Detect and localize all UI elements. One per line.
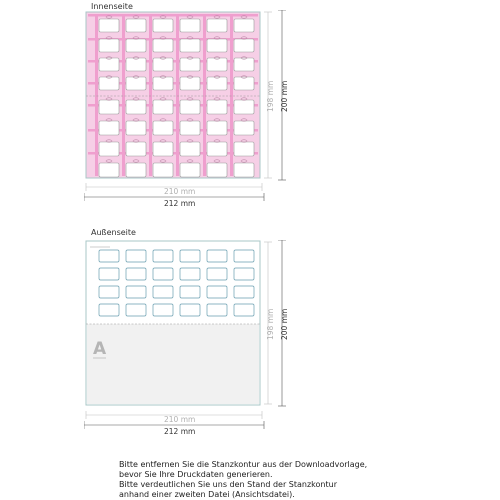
note-line: bevor Sie Ihre Druckdaten generieren. [119,470,273,479]
outer-heading: Außenseite [91,228,136,237]
inner-cell [180,121,200,135]
inner-cell [180,58,200,71]
inner-cell [126,58,146,71]
inner-cell [207,163,227,177]
inner-width-outer-label: 212 mm [164,199,196,208]
outer-cell [153,250,173,262]
inner-cell [153,163,173,177]
inner-height-inner-label: 198 mm [266,80,275,112]
outer-cell [153,268,173,280]
inner-cell [126,19,146,32]
inner-cell [234,142,254,156]
outer-cell [126,304,146,316]
outer-cell [234,268,254,280]
outer-cell [126,286,146,298]
inner-layout-diagram [80,8,280,180]
inner-cell [207,39,227,52]
inner-cell [207,58,227,71]
inner-cell [207,121,227,135]
inner-cell [234,163,254,177]
outer-cell [180,268,200,280]
stripe [88,14,258,17]
outer-cell [234,286,254,298]
outer-cell [153,304,173,316]
inner-cell [234,19,254,32]
inner-cell [126,100,146,114]
inner-cell [207,142,227,156]
outer-cell [99,268,119,280]
inner-cell [234,100,254,114]
outer-width-outer-label: 212 mm [164,427,196,436]
inner-cell [126,163,146,177]
inner-cell [234,77,254,90]
inner-heading: Innenseite [91,2,133,11]
outer-lower-panel [87,324,259,404]
inner-cell [153,19,173,32]
outer-cell [99,250,119,262]
outer-cell [180,304,200,316]
note-line: Bitte verdeutlichen Sie uns den Stand der Stanzkontur [119,480,337,489]
inner-height-outer-label: 200 mm [280,80,289,112]
outer-cell [234,304,254,316]
inner-cell [99,19,119,32]
outer-height-outer-label: 200 mm [280,308,289,340]
inner-cell [207,77,227,90]
inner-cell [153,142,173,156]
outer-logo-letter: A [93,339,107,359]
outer-cell [234,250,254,262]
outer-cell [207,250,227,262]
inner-cell [180,163,200,177]
inner-cell [99,77,119,90]
outer-cell [207,286,227,298]
outer-cell [126,268,146,280]
outer-cell [207,268,227,280]
outer-cell [126,250,146,262]
outer-cell [153,286,173,298]
inner-cell [99,121,119,135]
outer-cell [99,286,119,298]
outer-layout-diagram [80,236,280,408]
inner-cell [234,58,254,71]
note-line: Bitte entfernen Sie die Stanzkontur aus der Downloadvorlage, [119,460,368,469]
inner-cell [234,121,254,135]
inner-cell [99,100,119,114]
outer-cell [180,286,200,298]
outer-cell [180,250,200,262]
inner-cell [180,39,200,52]
inner-cell [180,19,200,32]
inner-cell [153,77,173,90]
outer-width-inner-label: 210 mm [164,415,196,424]
outer-cell [207,304,227,316]
inner-cell [180,100,200,114]
inner-cell [234,39,254,52]
outer-cell [99,304,119,316]
notes-block [119,460,379,500]
inner-cell [126,39,146,52]
inner-cell [99,163,119,177]
inner-cell [126,77,146,90]
inner-cell [153,100,173,114]
inner-cell [153,121,173,135]
inner-cell [153,58,173,71]
inner-cell [126,121,146,135]
inner-cell [180,77,200,90]
inner-cell [153,39,173,52]
inner-cell [99,58,119,71]
inner-cell [207,19,227,32]
outer-height-inner-label: 198 mm [266,308,275,340]
note-line: anhand einer zweiten Datei (Ansichtsdatei). [119,490,295,499]
inner-width-inner-label: 210 mm [164,187,196,196]
inner-cell [207,100,227,114]
inner-cell [126,142,146,156]
inner-cell [180,142,200,156]
inner-cell [99,39,119,52]
inner-cell [99,142,119,156]
